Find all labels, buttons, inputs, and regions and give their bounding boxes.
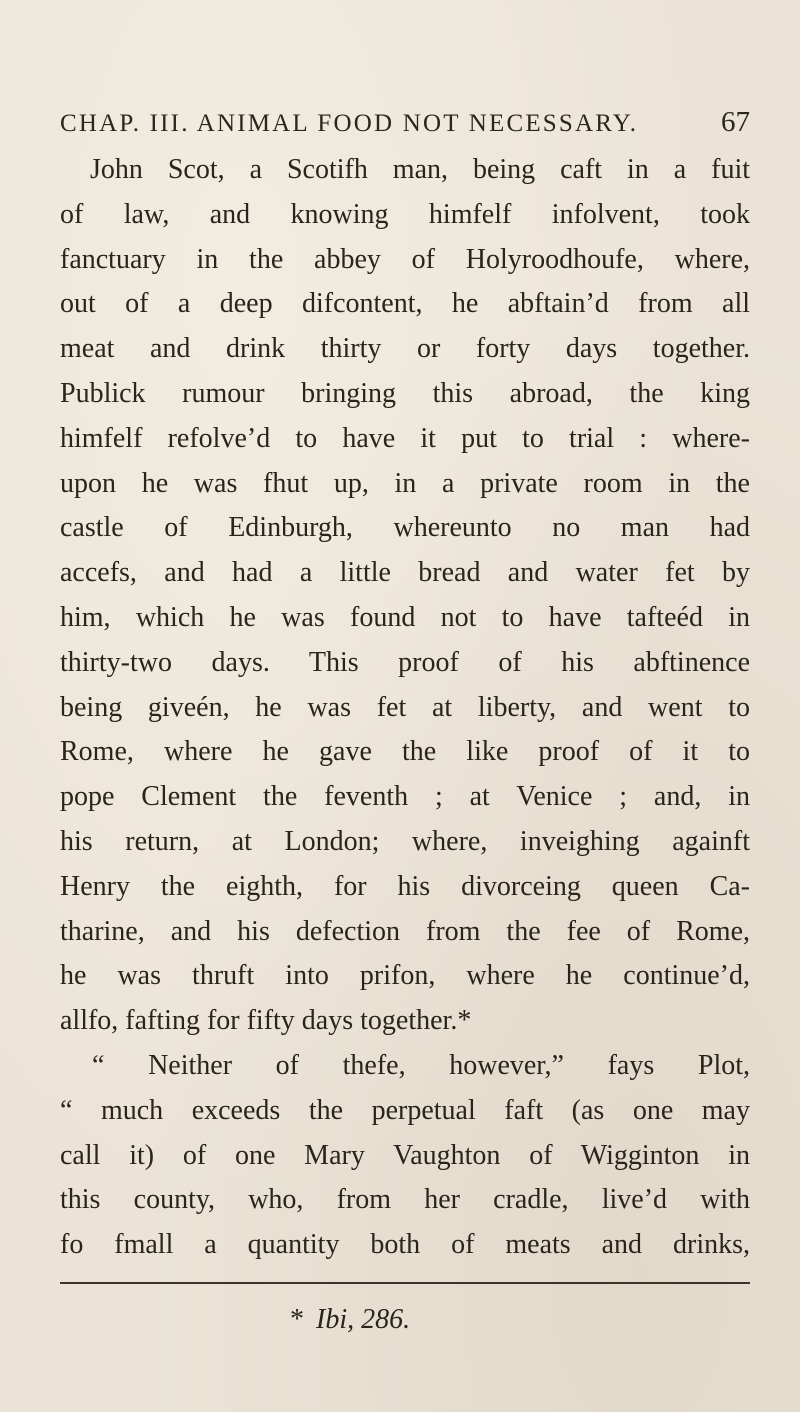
text-line: of law, and knowing himfelf infolvent, took bbox=[60, 198, 750, 230]
page-number: 67 bbox=[721, 106, 750, 138]
text-line: himfelf refolve’d to have it put to trial : where- bbox=[60, 422, 750, 454]
text-line: John Scot, a Scotifh man, being caft in a fuit bbox=[90, 154, 750, 185]
text-line: castle of Edinburgh, whereunto no man had bbox=[60, 512, 750, 544]
text-line: Rome, where he gave the like proof of it to bbox=[60, 736, 750, 768]
footnote-reference: Ibi, 286. bbox=[316, 1304, 411, 1335]
text-line: pope Clement the feventh ; at Venice ; and, in bbox=[60, 781, 750, 813]
text-line: this county, who, from her cradle, live’d with bbox=[60, 1184, 750, 1216]
text-line: accefs, and had a little bread and water fet by bbox=[60, 557, 750, 589]
text-line: his return, at London; where, inveighing againft bbox=[60, 825, 750, 857]
text-line: Henry the eighth, for his divorceing queen Ca- bbox=[60, 870, 750, 902]
text-line: fo fmall a quantity both of meats and drinks, bbox=[60, 1229, 750, 1261]
text-line: thirty-two days. This proof of his abftinence bbox=[60, 646, 750, 678]
text-line: Publick rumour bringing this abroad, the king bbox=[60, 377, 750, 409]
text-line: tharine, and his defection from the fee of Rome, bbox=[60, 915, 750, 947]
text-line: being giveén, he was fet at liberty, and went to bbox=[60, 691, 750, 723]
chapter-title: CHAP. III. ANIMAL FOOD NOT NECESSARY. bbox=[60, 110, 639, 137]
text-line: fanctuary in the abbey of Holyroodhoufe, where, bbox=[60, 243, 750, 275]
body-text bbox=[60, 148, 750, 1268]
text-line: upon he was fhut up, in a private room in the bbox=[60, 467, 750, 499]
running-head bbox=[60, 106, 750, 139]
text-line: call it) of one Mary Vaughton of Wigginton in bbox=[60, 1139, 750, 1171]
text-line: meat and drink thirty or forty days together. bbox=[60, 333, 750, 365]
footnote-mark: * bbox=[290, 1304, 304, 1335]
text-line: allfo, fafting for fifty days together.* bbox=[60, 1005, 472, 1037]
footnote bbox=[290, 1304, 410, 1336]
text-line: out of a deep difcontent, he abftain’d from all bbox=[60, 288, 750, 320]
text-line: he was thruft into prifon, where he continue’d, bbox=[60, 960, 750, 992]
text-line: him, which he was found not to have tafteéd in bbox=[60, 601, 750, 633]
text-line: “ Neither of thefe, however,” fays Plot, bbox=[92, 1049, 750, 1081]
footnote-rule bbox=[60, 1282, 750, 1284]
text-line: “ much exceeds the perpetual faft (as one may bbox=[60, 1094, 750, 1126]
